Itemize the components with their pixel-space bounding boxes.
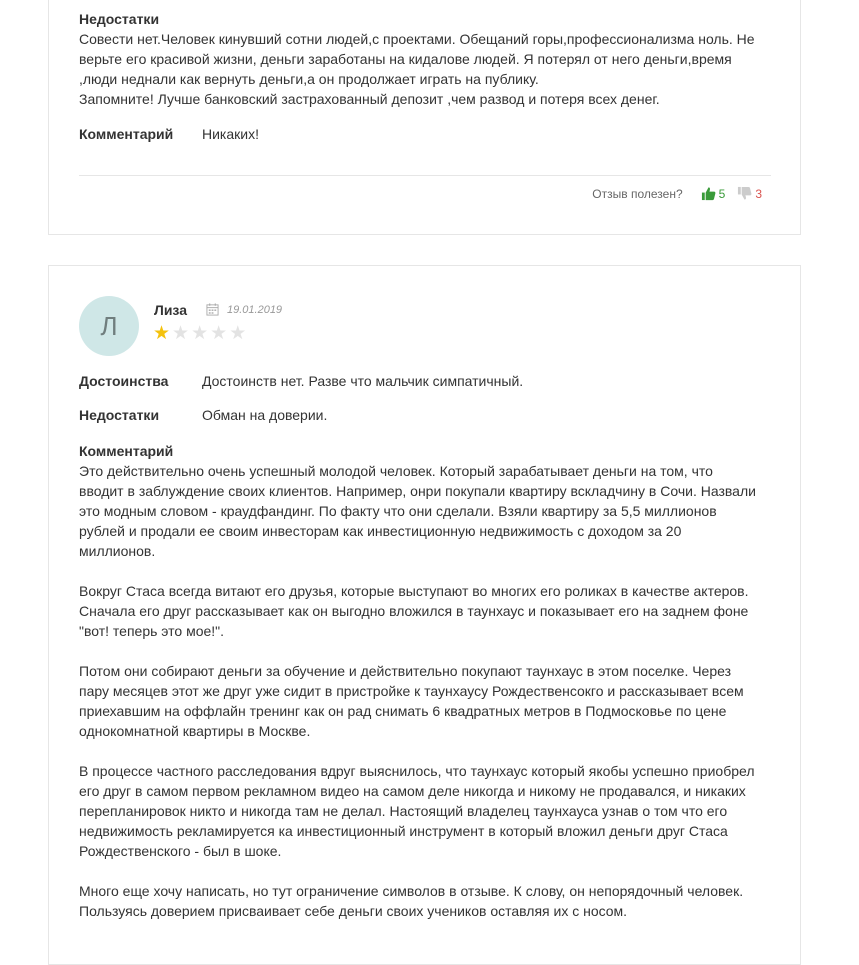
like-count: 5 xyxy=(718,186,726,201)
like-button[interactable] xyxy=(701,186,726,201)
helpful-bar xyxy=(592,186,762,201)
divider xyxy=(79,175,771,176)
comment-paragraph xyxy=(79,761,779,861)
comment-text xyxy=(79,461,779,921)
comment-line: Пользуясь доверием присваивает себе деньги своих учеников оставляя их с носом. xyxy=(79,903,628,919)
comment-label: Комментарий xyxy=(79,126,174,142)
comment-line: "вот! теперь это мое!". xyxy=(79,623,225,639)
comment-line: перепланировок никто и никогда там не делал. Настоящий владелец таунхауса узнав о том что его xyxy=(79,803,728,819)
cons-label: Недостатки xyxy=(79,407,160,423)
comment-row xyxy=(79,124,259,144)
review-date xyxy=(206,303,282,316)
cons-section xyxy=(79,9,779,109)
comment-line: Много еще хочу написать, но тут ограничение символов в отзыве. К слову, он непорядочный человек. xyxy=(79,883,744,899)
comment-line: приехавшим на оффлайн тренинг как он рад снимать 6 квадратных метров в Подмосковье по цене xyxy=(79,703,727,719)
comment-section xyxy=(79,441,779,921)
comment-paragraph xyxy=(79,661,779,741)
cons-text xyxy=(79,29,779,109)
comment-paragraph xyxy=(79,581,779,641)
cons-line: ,люди неднали как вернуть деньги,а он продолжает играть на публику. xyxy=(79,71,539,87)
thumbs-up-icon xyxy=(701,186,716,201)
star-empty-icon: ★ xyxy=(229,323,247,344)
comment-line: пару месяцев этот же друг уже сидит в пристройке к таунхаусу Рождественсокго и рассказывает всем xyxy=(79,683,744,699)
cons-label: Недостатки xyxy=(79,11,160,27)
calendar-icon xyxy=(206,303,219,316)
comment-line: недвижимость рекламируется ка инвестиционный инструмент в который вложил деньги друг Стаса xyxy=(79,823,728,839)
comment-paragraph xyxy=(79,881,779,921)
thumbs-down-icon xyxy=(737,186,752,201)
review-card xyxy=(48,0,801,235)
comment-line: Сначала его друг рассказывает как он выгодно вложился в таунхаус и показывает его на заднем фоне xyxy=(79,603,749,619)
pros-row xyxy=(79,371,523,391)
avatar: Л xyxy=(79,296,139,356)
comment-line: Это действительно очень успешный молодой человек. Который зарабатывает деньги на том, что xyxy=(79,463,713,479)
comment-line: его друг в самом первом рекламном видео на самом деле никогда и никому не продавался, и никаких xyxy=(79,783,746,799)
pros-label: Достоинства xyxy=(79,373,169,389)
cons-line: верьте его красивой жизни, деньги заработаны на кидалове людей. Я потерял от него деньги,время xyxy=(79,51,732,67)
author-name: Лиза xyxy=(154,302,187,318)
comment-line: Вокруг Стаса всегда витают его друзья, которые выступают во многих его роликах в качестве актеров. xyxy=(79,583,749,599)
cons-line: Запомните! Лучше банковский застрахованный депозит ,чем развод и потеря всех денег. xyxy=(79,91,660,107)
star-empty-icon: ★ xyxy=(210,323,228,344)
helpful-question: Отзыв полезен? xyxy=(592,186,683,201)
review-date-text: 19.01.2019 xyxy=(227,303,283,316)
cons-line: Совести нет.Человек кинувший сотни людей,с проектами. Обещаний горы,профессионализма ноль. Не xyxy=(79,31,755,47)
comment-line: рублей и продали ее своим инвесторам как инвестиционную недвижимость с доходом за 20 xyxy=(79,523,682,539)
star-empty-icon: ★ xyxy=(191,323,209,344)
rating-stars xyxy=(153,324,248,344)
comment-label: Комментарий xyxy=(79,443,174,459)
star-filled-icon: ★ xyxy=(153,323,171,344)
review-card xyxy=(48,265,801,965)
cons-text: Обман на доверии. xyxy=(202,407,328,423)
comment-line: миллионов. xyxy=(79,543,156,559)
comment-line: однокомнатной квартиры в Москве. xyxy=(79,723,311,739)
dislike-count: 3 xyxy=(755,186,762,201)
comment-paragraph xyxy=(79,461,779,561)
cons-row xyxy=(79,405,327,425)
comment-line: Рождественского - был в шоке. xyxy=(79,843,282,859)
star-empty-icon: ★ xyxy=(172,323,190,344)
comment-line: В процессе частного расследования вдруг выяснилось, что таунхаус который якобы успешно приобрел xyxy=(79,763,755,779)
pros-text: Достоинств нет. Разве что мальчик симпатичный. xyxy=(202,373,524,389)
comment-line: Потом они собирают деньги за обучение и действительно покупают таунхаус в этом поселке. Через xyxy=(79,663,732,679)
comment-text: Никаких! xyxy=(202,126,259,142)
comment-line: вводит в заблуждение своих клиентов. Например, онри покупали квартиру вскладчину в Сочи. Назвали xyxy=(79,483,756,499)
comment-line: это модным словом - краудфандинг. По факту что они сделали. Взяли квартиру за 5,5 миллионов xyxy=(79,503,717,519)
dislike-button[interactable] xyxy=(737,186,762,201)
